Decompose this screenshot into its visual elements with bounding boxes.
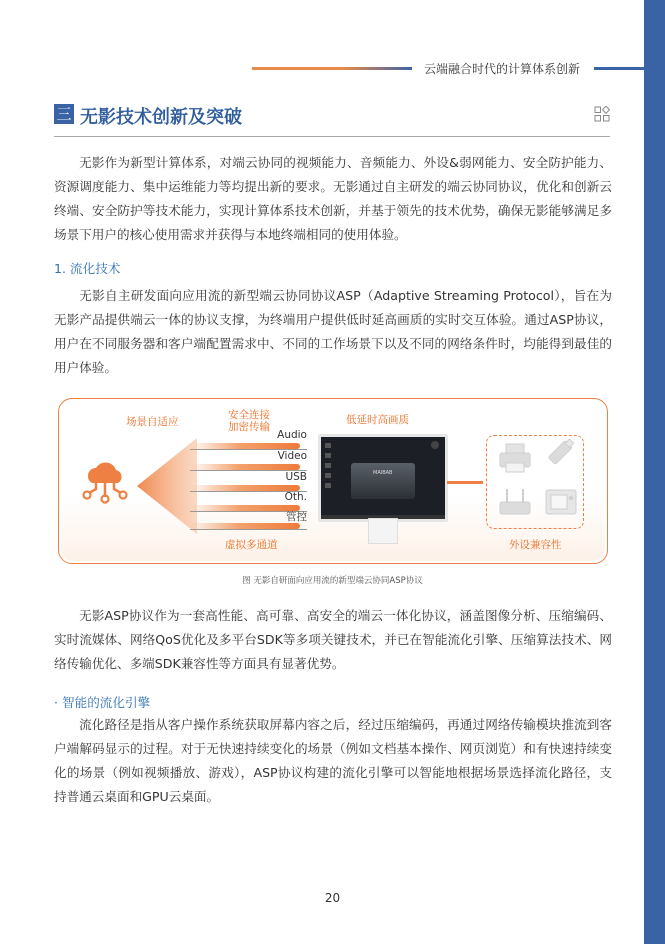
figure-label-latency: 低延时高画质 [346, 414, 409, 426]
printer-icon [497, 441, 533, 475]
engine-paragraph-text: 流化路径是指从客户操作系统获取屏幕内容之后，经过压缩编码，再通过网络传输模块推流到客户端解码显示的过程。对于无快速持续变化的场景（例如文档基本操作、网页浏览）和有快速持续变化的场景（例如视频播放、游戏），ASP协议构建的流化引擎可以智能地根据场景选择流化路径，支持普通云桌面和GPU云桌面。 [54, 717, 612, 804]
channel-bar-video [190, 450, 307, 471]
cloud-desktop-monitor [318, 434, 448, 522]
figure-caption: 图 无影自研面向应用流的新型端云协同ASP协议 [242, 576, 423, 586]
peripheral-connector [447, 481, 483, 484]
channel-label-control: 管控 [286, 511, 307, 523]
section-divider [54, 136, 610, 137]
features-paragraph [54, 604, 612, 676]
header-rule-blue [594, 67, 644, 70]
signal-fan-graphic [135, 438, 197, 534]
figure-label-virtual: 虚拟多通道 [225, 539, 278, 551]
usb-stick-icon [543, 438, 579, 474]
bullet-heading: · 智能的流化引擎 [54, 695, 151, 710]
cloud-network-icon [80, 459, 130, 505]
monitor-screen-text: MAIBAB [373, 470, 393, 476]
grid-icon [594, 106, 610, 122]
page-edge-band [644, 0, 665, 944]
monitor-stand [368, 518, 398, 544]
scanner-icon [543, 486, 579, 518]
channel-label-other: Oth. [284, 491, 307, 503]
page-number: 20 [324, 891, 341, 905]
engine-paragraph [54, 713, 612, 809]
channel-label-usb: USB [285, 471, 307, 483]
channel-label-video: Video [277, 450, 307, 462]
channel-bar-control [190, 512, 307, 530]
figure-label-scene: 场景自适应 [126, 416, 179, 428]
features-paragraph-text: 无影ASP协议作为一套高性能、高可靠、高安全的端云一体化协议，涵盖图像分析、压缩编码、实时流媒体、网络QoS优化及多平台SDK等多项关键技术，并已在智能流化引擎、压缩算法技术、网络传输优化、多端SDK兼容性等方面具有显著优势。 [54, 608, 612, 671]
figure-label-security: 安全连接 加密传输 [228, 409, 270, 433]
channel-label-audio: Audio [277, 429, 307, 441]
running-title: 云端融合时代的计算体系创新 [424, 62, 581, 76]
channel-bar-audio [190, 429, 307, 450]
channel-bar-usb [190, 471, 307, 492]
header-rule-gradient [342, 67, 412, 70]
router-icon [497, 486, 533, 518]
subsection-title: 1. 流化技术 [54, 261, 121, 276]
figure-label-peripheral: 外设兼容性 [509, 539, 562, 551]
intro-paragraph-text: 无影作为新型计算体系，对端云协同的视频能力、音频能力、外设&弱网能力、安全防护能力、资源调度能力、集中运维能力等均提出新的要求。无影通过自主研发的端云协同协议，优化和创新云终端、安全防护等技术能力，实现计算体系技术创新，并基于领先的技术优势，确保无影能够满足多场景下用户的核心使用需求并获得与本地终端相同的使用体验。 [54, 155, 612, 242]
section-title: 无影技术创新及突破 [80, 107, 242, 128]
asp-paragraph [54, 284, 612, 380]
asp-paragraph-text: 无影自主研发面向应用流的新型端云协同协议ASP（Adaptive Streaming Protocol），旨在为无影产品提供端云一体的协议支撑，为终端用户提供低时延高画质的实时交互体验。通过ASP协议，用户在不同服务器和客户端配置需求中、不同的工作场景下以及不同的网络条件时，均能得到最佳的用户体验。 [54, 288, 612, 375]
intro-paragraph [54, 151, 612, 247]
header-rule-orange [252, 67, 342, 70]
section-number-badge: 三 [54, 104, 74, 124]
